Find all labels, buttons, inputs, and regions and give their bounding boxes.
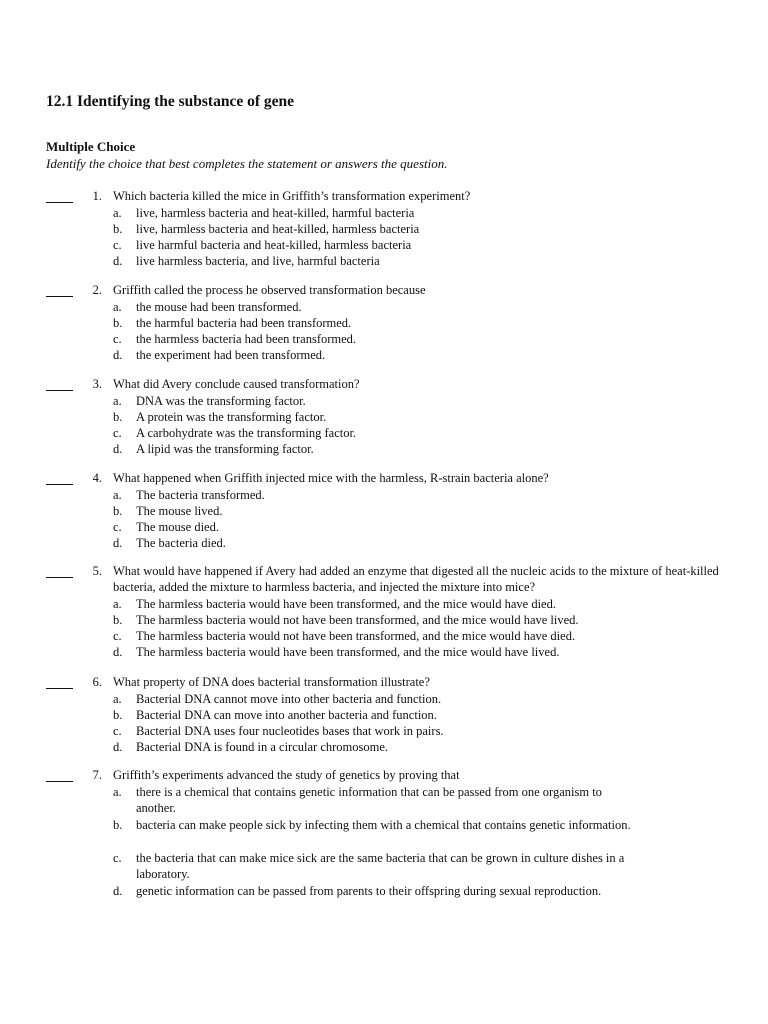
choice-text: The harmless bacteria would have been transformed, and the mice would have lived. [136, 644, 560, 659]
choice-text: The harmless bacteria would have been transformed, and the mice would have died. [136, 596, 556, 611]
choice-letter: a. [113, 784, 122, 799]
page-title: 12.1 Identifying the substance of gene [46, 93, 295, 110]
answer-choice [113, 535, 673, 551]
answer-choice [113, 315, 673, 331]
choice-letter: d. [113, 535, 123, 550]
answer-choice [113, 425, 673, 441]
section-heading: Multiple Choice [46, 139, 136, 154]
choice-text: The harmless bacteria would not have been transformed, and the mice would have lived. [136, 612, 579, 627]
answer-choice [113, 253, 673, 269]
choice-letter: c. [113, 237, 122, 252]
choice-text: A lipid was the transforming factor. [136, 441, 314, 456]
choice-text: there is a chemical that contains genetic information that can be passed from one organism to another. [136, 784, 602, 815]
answer-blank[interactable] [46, 296, 73, 297]
choice-letter: d. [113, 644, 123, 659]
choice-text: The harmless bacteria would not have been transformed, and the mice would have died. [136, 628, 576, 643]
choice-letter: a. [113, 205, 122, 220]
answer-blank[interactable] [46, 688, 73, 689]
question-number: 7. [92, 768, 102, 782]
choice-letter: a. [113, 691, 122, 706]
choice-letter: a. [113, 299, 122, 314]
answer-choice [113, 644, 673, 660]
choice-letter: b. [113, 315, 123, 330]
choice-text: The mouse lived. [136, 503, 223, 518]
answer-choice [113, 883, 673, 899]
answer-choice [113, 441, 673, 457]
choice-letter: c. [113, 723, 122, 738]
choice-letter: c. [113, 628, 122, 643]
answer-choice [113, 596, 673, 612]
question-number: 1. [92, 189, 102, 203]
question-number: 3. [92, 377, 102, 391]
choice-letter: d. [113, 739, 123, 754]
choice-letter: d. [113, 441, 123, 456]
question-stem: What happened when Griffith injected mice with the harmless, R-strain bacteria alone? [113, 471, 549, 485]
answer-choice [113, 487, 673, 503]
answer-choice [113, 237, 673, 253]
choice-letter: a. [113, 393, 122, 408]
answer-choice [113, 221, 673, 237]
choice-text: Bacterial DNA cannot move into other bacteria and function. [136, 691, 442, 706]
choice-text: live harmful bacteria and heat-killed, harmless bacteria [136, 237, 412, 252]
choice-text: The mouse died. [136, 519, 219, 534]
answer-blank[interactable] [46, 781, 73, 782]
answer-choice [113, 612, 673, 628]
question-number: 5. [92, 564, 102, 578]
choice-letter: b. [113, 409, 123, 424]
choice-text: bacteria can make people sick by infecting them with a chemical that contains genetic information. [136, 817, 631, 832]
choice-text: the mouse had been transformed. [136, 299, 302, 314]
choice-letter: c. [113, 425, 122, 440]
answer-choice [113, 628, 673, 644]
answer-choice [113, 739, 673, 755]
answer-choice [113, 331, 673, 347]
choice-text: DNA was the transforming factor. [136, 393, 306, 408]
choice-text: live, harmless bacteria and heat-killed, harmless bacteria [136, 221, 420, 236]
choice-text: A protein was the transforming factor. [136, 409, 327, 424]
question-number: 4. [92, 471, 102, 485]
question-stem: What property of DNA does bacterial transformation illustrate? [113, 675, 430, 689]
answer-choice [113, 409, 673, 425]
choice-letter: b. [113, 707, 123, 722]
question-stem: Griffith called the process he observed transformation because [113, 283, 426, 297]
answer-choice [113, 691, 673, 707]
answer-choice [113, 299, 673, 315]
answer-choice [113, 784, 673, 816]
answer-choice [113, 519, 673, 535]
choice-letter: d. [113, 253, 123, 268]
choice-letter: c. [113, 519, 122, 534]
answer-choice [113, 503, 673, 519]
question-stem: What would have happened if Avery had added an enzyme that digested all the nucleic acids to the mixture of heat-killed bacteria, added the mixture to harmless bacteria, and injected the mixture into mice? [113, 564, 719, 594]
answer-blank[interactable] [46, 390, 73, 391]
choice-text: A carbohydrate was the transforming factor. [136, 425, 357, 440]
question-number: 6. [92, 675, 102, 689]
choice-text: the bacteria that can make mice sick are the same bacteria that can be grown in culture dishes in a laboratory. [136, 850, 625, 881]
answer-choice [113, 707, 673, 723]
choice-text: genetic information can be passed from parents to their offspring during sexual reproduction. [136, 883, 602, 898]
answer-choice [113, 347, 673, 363]
choice-letter: a. [113, 596, 122, 611]
answer-choice [113, 393, 673, 409]
question-number: 2. [92, 283, 102, 297]
choice-text: Bacterial DNA is found in a circular chromosome. [136, 739, 389, 754]
choice-letter: d. [113, 347, 123, 362]
choice-letter: b. [113, 221, 123, 236]
choice-text: the experiment had been transformed. [136, 347, 326, 362]
question-stem: What did Avery conclude caused transformation? [113, 377, 360, 391]
choice-text: Bacterial DNA can move into another bacteria and function. [136, 707, 437, 722]
answer-choice [113, 723, 673, 739]
answer-blank[interactable] [46, 202, 73, 203]
choice-letter: a. [113, 487, 122, 502]
answer-choice [113, 817, 673, 833]
choice-text: The bacteria died. [136, 535, 226, 550]
choice-text: The bacteria transformed. [136, 487, 265, 502]
choice-text: the harmless bacteria had been transformed. [136, 331, 357, 346]
choice-text: the harmful bacteria had been transformed. [136, 315, 352, 330]
choice-letter: b. [113, 503, 123, 518]
section-instructions: Identify the choice that best completes the statement or answers the question. [46, 156, 448, 171]
choice-letter: d. [113, 883, 123, 898]
choice-text: live, harmless bacteria and heat-killed, harmful bacteria [136, 205, 415, 220]
question-stem: Griffith’s experiments advanced the study of genetics by proving that [113, 768, 460, 782]
choice-text: live harmless bacteria, and live, harmful bacteria [136, 253, 380, 268]
choice-letter: c. [113, 850, 122, 865]
question-stem: Which bacteria killed the mice in Griffith’s transformation experiment? [113, 189, 471, 203]
answer-choice [113, 850, 673, 882]
choice-letter: b. [113, 817, 123, 832]
choice-letter: c. [113, 331, 122, 346]
answer-choice [113, 205, 673, 221]
choice-text: Bacterial DNA uses four nucleotides bases that work in pairs. [136, 723, 444, 738]
answer-blank[interactable] [46, 577, 73, 578]
answer-blank[interactable] [46, 484, 73, 485]
choice-letter: b. [113, 612, 123, 627]
